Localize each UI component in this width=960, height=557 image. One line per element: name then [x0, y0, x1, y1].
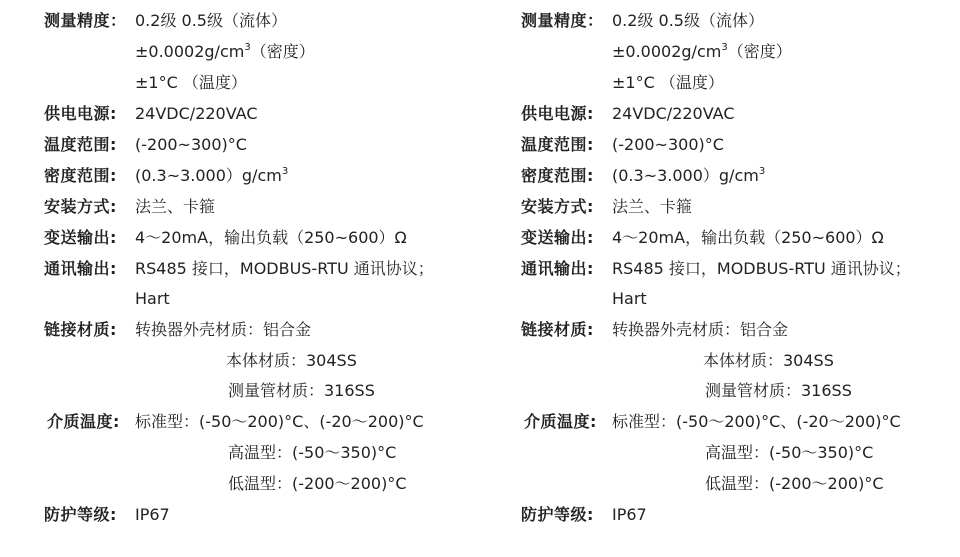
accuracy-value-1: 0.2级 0.5级（流体） — [612, 11, 764, 30]
material-value-3: 测量管材质：316SS — [228, 381, 375, 400]
accuracy-label: 测量精度： — [521, 11, 604, 30]
material-value-2: 本体材质：304SS — [703, 351, 834, 370]
comm-value-1: RS485 接口，MODBUS-RTU 通讯协议； — [135, 259, 434, 278]
output-label: 变送输出: — [521, 228, 594, 247]
material-value-1: 转换器外壳材质：铝合金 — [135, 320, 312, 339]
spec-row-accuracy-temp — [135, 72, 247, 94]
material-label: 链接材质: — [44, 320, 117, 339]
density-range-value: $(0.3\sim 3.000)g/cm^3$ — [612, 166, 766, 185]
medium-temp-label: 介质温度: — [47, 412, 120, 431]
comm-value-2: Hart — [135, 289, 170, 308]
accuracy-value-2: ±0.0002g/cm — [612, 42, 722, 61]
density-range-label: 密度范围: — [521, 166, 594, 185]
spec-row-material-3 — [705, 380, 852, 402]
temp-range-value: (-200~300)°C — [612, 135, 724, 154]
accuracy-value-3: ±1°C （温度） — [135, 73, 247, 92]
medium-temp-value-1: 标准型：(-50～200)°C、(-20～200)°C — [612, 412, 901, 431]
density-range-value: $(0.3\sim 3.000)g/cm^3$ — [135, 166, 289, 185]
accuracy-value-1: 0.2级 0.5级（流体） — [135, 11, 287, 30]
install-value: 法兰、卡箍 — [135, 197, 216, 216]
medium-temp-value-3: 低温型：(-200～200)°C — [228, 474, 407, 493]
accuracy-value-3: ±1°C （温度） — [612, 73, 724, 92]
superscript: 3 — [758, 166, 766, 177]
temp-range-label: 温度范围: — [44, 135, 117, 154]
temp-range-label: 温度范围: — [521, 135, 594, 154]
accuracy-value-2-suffix: （密度） — [727, 42, 792, 61]
spec-row-accuracy-density — [135, 41, 315, 63]
spec-row-comm-2 — [135, 288, 170, 310]
spec-row-medium-temp-3 — [705, 473, 884, 495]
spec-column-left — [0, 0, 470, 557]
power-value: 24VDC/220VAC — [135, 104, 258, 123]
material-label: 链接材质: — [521, 320, 594, 339]
output-value: 4～20mA，输出负载（250~600）Ω — [135, 228, 407, 247]
superscript: 3 — [721, 42, 728, 53]
spec-row-accuracy-density — [612, 41, 792, 63]
protection-value: IP67 — [612, 505, 647, 524]
output-label: 变送输出: — [44, 228, 117, 247]
superscript: 3 — [281, 166, 289, 177]
spec-row-medium-temp-2 — [228, 442, 396, 464]
material-value-3: 测量管材质：316SS — [705, 381, 852, 400]
medium-temp-value-1: 标准型：(-50～200)°C、(-20～200)°C — [135, 412, 424, 431]
material-value-2: 本体材质：304SS — [226, 351, 357, 370]
power-label: 供电电源: — [44, 104, 117, 123]
spec-row-medium-temp-2 — [705, 442, 873, 464]
protection-value: IP67 — [135, 505, 170, 524]
spec-row-medium-temp-3 — [228, 473, 407, 495]
protection-label: 防护等级: — [44, 505, 117, 524]
medium-temp-value-2: 高温型：(-50～350)°C — [705, 443, 874, 462]
comm-label: 通讯输出: — [521, 259, 594, 278]
install-value: 法兰、卡箍 — [612, 197, 693, 216]
output-value: 4～20mA，输出负载（250~600）Ω — [612, 228, 884, 247]
accuracy-value-2: ±0.0002g/cm — [135, 42, 245, 61]
medium-temp-value-3: 低温型：(-200～200)°C — [705, 474, 884, 493]
spec-row-material-3 — [228, 380, 375, 402]
spec-row-comm-2 — [612, 288, 647, 310]
accuracy-value-2-suffix: （密度） — [250, 42, 315, 61]
spec-row-material-2 — [703, 350, 834, 372]
medium-temp-label: 介质温度: — [524, 412, 597, 431]
accuracy-label: 测量精度： — [44, 11, 127, 30]
protection-label: 防护等级: — [521, 505, 594, 524]
install-label: 安装方式: — [44, 197, 117, 216]
material-value-1: 转换器外壳材质：铝合金 — [612, 320, 789, 339]
temp-range-value: (-200~300)°C — [135, 135, 247, 154]
medium-temp-value-2: 高温型：(-50～350)°C — [228, 443, 397, 462]
power-label: 供电电源: — [521, 104, 594, 123]
superscript: 3 — [244, 42, 251, 53]
comm-value-1: RS485 接口，MODBUS-RTU 通讯协议； — [612, 259, 911, 278]
comm-label: 通讯输出: — [44, 259, 117, 278]
density-range-label: 密度范围: — [44, 166, 117, 185]
power-value: 24VDC/220VAC — [612, 104, 735, 123]
spec-column-right — [477, 0, 947, 557]
comm-value-2: Hart — [612, 289, 647, 308]
install-label: 安装方式: — [521, 197, 594, 216]
spec-row-material-2 — [226, 350, 357, 372]
spec-row-accuracy-temp — [612, 72, 724, 94]
